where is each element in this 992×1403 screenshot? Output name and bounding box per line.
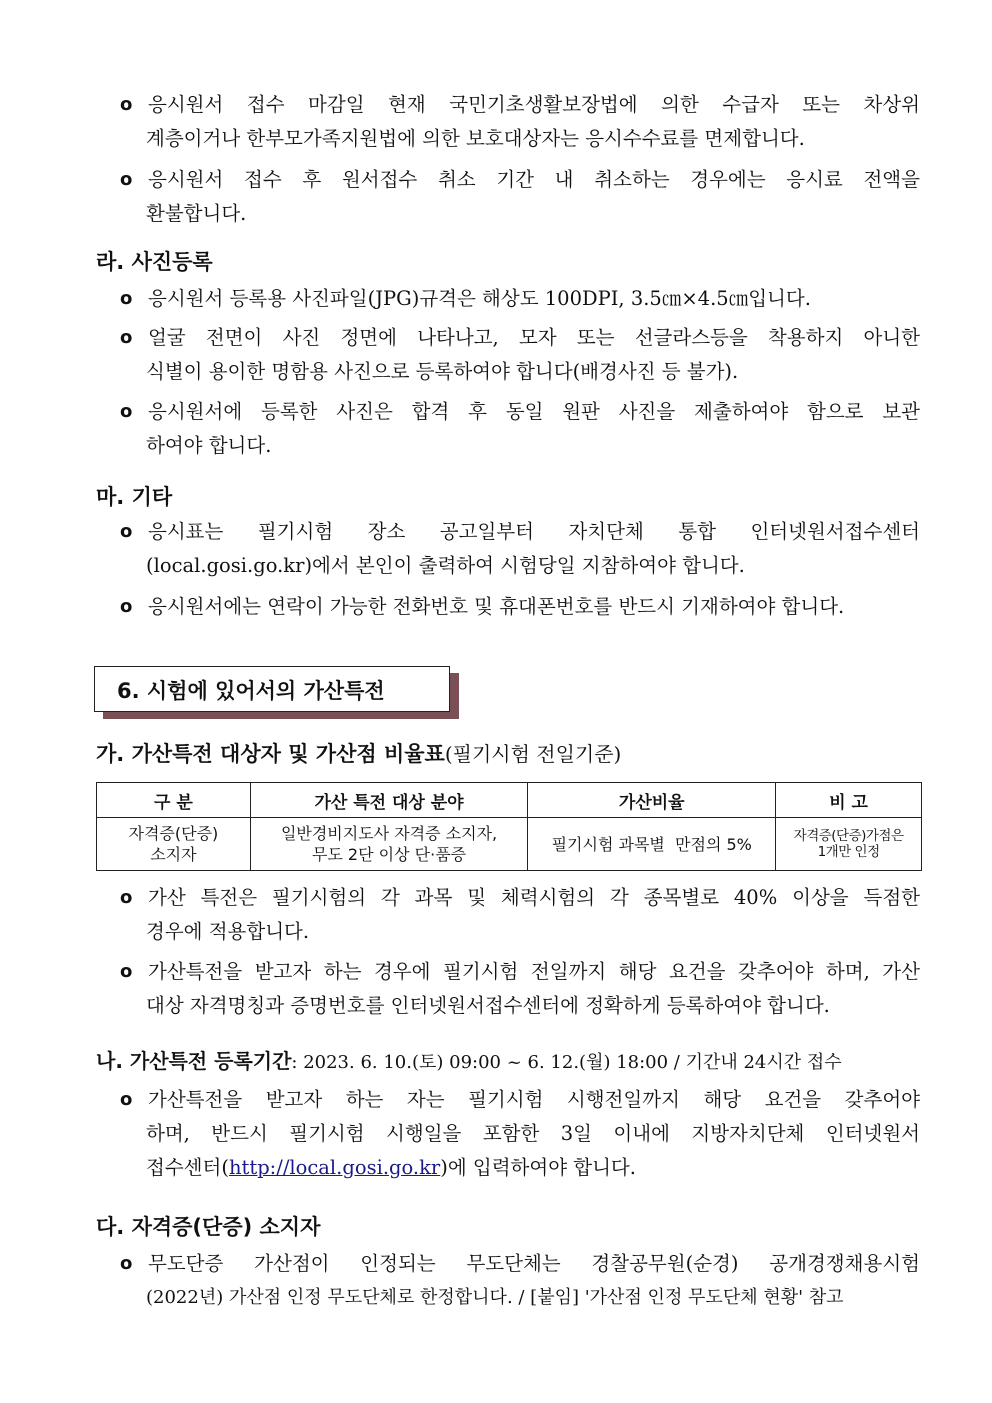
table-header-cell: 가산 특전 대상 분야 — [250, 783, 528, 818]
cell-line: 자격증(단증)가점은 — [793, 828, 904, 844]
list-item — [120, 955, 920, 1023]
list-item — [120, 163, 920, 231]
table-header-row — [97, 783, 922, 818]
heading-normal-text: (필기시험 전일기준) — [444, 742, 622, 766]
text-line: 하여야 합니다. — [146, 434, 272, 457]
gosi-link[interactable]: http://local.gosi.go.kr — [228, 1156, 441, 1179]
bonus-ratio-table — [96, 782, 922, 871]
text-line: (2022년) 가산점 인정 무도단체로 한정합니다. / [붙임] '가산점 인정 무도단체 현황' 참고 — [146, 1287, 844, 1308]
text-line: 무도단증 가산점이 인정되는 무도단체는 경찰공무원(순경) 공개경쟁채용시험 — [148, 1252, 920, 1275]
text-line: 대상 자격명칭과 증명번호를 인터넷원서접수센터에 정확하게 등록하여야 합니다. — [146, 994, 830, 1017]
table-header-cell: 구 분 — [97, 783, 251, 818]
list-item — [120, 1083, 920, 1185]
cell-line: 1개만 인정 — [817, 844, 880, 860]
text-line: 가산특전을 받고자 하는 경우에 필기시험 전일까지 해당 요건을 갖추어야 하며, 가산 — [148, 960, 920, 983]
cell-line: 자격증(단증) — [128, 824, 219, 843]
text-line: 응시원서 등록용 사진파일(JPG)규격은 해상도 100DPI, 3.5㎝×4.5㎝입니다. — [148, 287, 811, 310]
list-item — [120, 590, 920, 624]
list-item — [120, 881, 920, 949]
table-row — [97, 818, 922, 871]
bullet-mark: o — [120, 961, 133, 982]
cell-line: 소지자 — [150, 845, 197, 864]
text-line: 응시원서 접수 마감일 현재 국민기초생활보장법에 의한 수급자 또는 차상위 — [148, 93, 920, 116]
text-segment: )에 입력하여야 합니다. — [440, 1156, 636, 1179]
list-item — [120, 395, 920, 463]
text-line: 하며, 반드시 필기시험 시행일을 포함한 3일 이내에 지방자치단체 인터넷원서 — [146, 1122, 920, 1145]
section-title: 6. 시험에 있어서의 가산특전 — [117, 679, 385, 703]
table-header-cell: 비 고 — [776, 783, 922, 818]
section-title-box — [94, 666, 450, 712]
bullet-mark: o — [120, 521, 133, 542]
text-line: 식별이 용이한 명함용 사진으로 등록하여야 합니다(배경사진 등 불가). — [146, 360, 739, 383]
table-cell-field — [250, 818, 528, 871]
text-line — [120, 1151, 920, 1185]
bullet-mark: o — [120, 401, 133, 422]
text-line: 응시원서에는 연락이 가능한 전화번호 및 휴대폰번호를 반드시 기재하여야 합니다. — [148, 595, 845, 618]
section-heading-misc: 마. 기타 — [96, 485, 173, 509]
text-line: 가산특전을 받고자 하는 자는 필기시험 시행전일까지 해당 요건을 갖추어야 — [148, 1088, 920, 1111]
table-header-cell: 가산비율 — [528, 783, 776, 818]
table-cell-category — [97, 818, 251, 871]
table-cell-note — [776, 818, 922, 871]
cell-line: 일반경비지도사 자격증 소지자, — [280, 824, 498, 843]
bullet-mark: o — [120, 887, 133, 908]
text-line: 경우에 적용합니다. — [146, 920, 310, 943]
bullet-mark: o — [120, 1253, 133, 1274]
list-item — [120, 282, 920, 316]
subsection-heading-license: 다. 자격증(단증) 소지자 — [96, 1215, 321, 1239]
list-item — [120, 1247, 920, 1315]
bullet-mark: o — [120, 94, 133, 115]
list-item — [120, 88, 920, 156]
bullet-mark: o — [120, 1089, 133, 1110]
bullet-mark: o — [120, 596, 133, 617]
text-line: 응시표는 필기시험 장소 공고일부터 자치단체 통합 인터넷원서접수센터 — [148, 520, 920, 543]
subsection-heading-ratio — [96, 738, 621, 768]
subsection-heading-period — [96, 1045, 842, 1074]
table-cell-rate: 필기시험 과목별 만점의 5% — [528, 818, 776, 871]
section-heading-photo: 라. 사진등록 — [96, 250, 213, 274]
text-line: 응시원서 접수 후 원서접수 취소 기간 내 취소하는 경우에는 응시료 전액을 — [148, 168, 920, 191]
heading-bold-text: 나. 가산특전 등록기간 — [96, 1049, 292, 1073]
text-line: 가산 특전은 필기시험의 각 과목 및 체력시험의 각 종목별로 40% 이상을 득점한 — [148, 886, 920, 909]
heading-normal-text: : 2023. 6. 10.(토) 09:00 ~ 6. 12.(월) 18:00 / 기간내 24시간 접수 — [291, 1052, 842, 1073]
cell-line: 무도 2단 이상 단·품증 — [311, 845, 467, 864]
text-segment: 접수센터( — [146, 1156, 229, 1179]
text-line: (local.gosi.go.kr)에서 본인이 출력하여 시험당일 지참하여야 합니다. — [146, 554, 745, 577]
bullet-mark: o — [120, 169, 133, 190]
heading-bold-text: 가. 가산특전 대상자 및 가산점 비율표 — [96, 742, 445, 766]
bullet-mark: o — [120, 327, 133, 348]
list-item — [120, 321, 920, 389]
text-line: 얼굴 전면이 사진 정면에 나타나고, 모자 또는 선글라스등을 착용하지 아니한 — [148, 326, 920, 349]
list-item — [120, 515, 920, 583]
text-line: 응시원서에 등록한 사진은 합격 후 동일 원판 사진을 제출하여야 함으로 보관 — [148, 400, 920, 423]
bullet-mark: o — [120, 288, 133, 309]
text-line: 환불합니다. — [146, 202, 247, 225]
text-line: 계층이거나 한부모가족지원법에 의한 보호대상자는 응시수수료를 면제합니다. — [146, 127, 805, 150]
